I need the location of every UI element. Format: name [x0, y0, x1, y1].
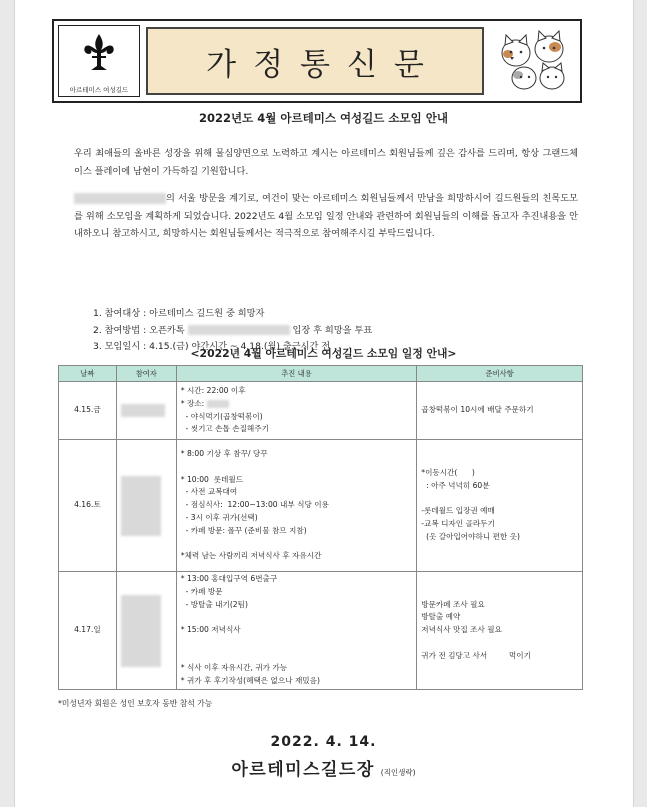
content-line [181, 637, 413, 650]
row-participants [116, 440, 176, 572]
content-line [181, 537, 413, 550]
seal-omitted: (직인생략) [380, 768, 416, 777]
table-row [59, 572, 583, 690]
page-title: 가정통신문 [146, 27, 484, 95]
content-line: * 식사 이후 자유시간, 귀가 가능 [180, 663, 288, 673]
prep-line: : 아주 넉넉히 60분 [421, 481, 490, 491]
prep-line [421, 493, 578, 506]
content-line: - 3시 이후 귀가(선택) [180, 512, 258, 522]
cartoon-cats-illustration [494, 25, 574, 95]
row-content [176, 382, 417, 440]
prep-line: *이동시간( ) [421, 468, 475, 478]
list-item-text: 입장 후 희망을 투표 [292, 324, 373, 336]
row-date: 4.16.토 [59, 440, 117, 572]
content-line: * 장소: [181, 398, 413, 411]
list-item: 1. 참여대상 : 아르테미스 길드원 중 희망자 [93, 308, 265, 319]
row-content [176, 440, 417, 572]
content-line [181, 461, 413, 474]
prep-line: 곱창떡볶이 10시에 배달 주문하기 [421, 405, 534, 415]
column-header-date: 날짜 [59, 366, 117, 382]
content-line: * 귀가 후 후기작성(혜택은 없으나 재밌음) [180, 675, 320, 685]
content-line: * 10:00 롯데월드 [180, 474, 244, 484]
redacted-participants [121, 595, 161, 667]
content-line: - 방탈출 내기(2팀) [180, 599, 248, 609]
content-line: - 카페 방문: 폴꾸 (준비물 참므 지참) [180, 525, 307, 535]
redacted-place [207, 400, 229, 408]
prep-line: 저녁식사 맛집 조사 필요 [421, 625, 502, 635]
redacted-participants [121, 404, 165, 417]
content-line: * 13:00 홍대입구역 6번출구 [180, 574, 278, 584]
guild-logo [58, 25, 140, 97]
row-participants [116, 382, 176, 440]
prep-line: 귀가 전 김당고 사서 먹이기 [421, 650, 531, 660]
row-date: 4.15.금 [59, 382, 117, 440]
footnote: *미성년자 회원은 성인 보호자 동반 참석 가능 [58, 699, 213, 708]
row-prep [417, 572, 583, 690]
content-line [181, 611, 413, 624]
column-header-content: 추진 내용 [176, 366, 417, 382]
schedule-table [58, 365, 583, 690]
row-content [176, 572, 417, 690]
content-line: - 사전 교복대여 [180, 487, 238, 497]
prep-line [421, 637, 578, 650]
signer-name: 아르테미스길드장 [231, 760, 375, 780]
content-line: * 15:00 저녁식사 [180, 625, 241, 635]
content-line: - 씻기고 손톱 손질해주기 [180, 424, 269, 434]
column-header-prep: 준비사항 [417, 366, 583, 382]
content-line: * 8:00 기상 후 참꾸/ 당꾸 [180, 449, 268, 459]
row-prep [417, 382, 583, 440]
fleur-de-lis-icon [81, 32, 117, 72]
row-date: 4.17.일 [59, 572, 117, 690]
table-row [59, 382, 583, 440]
row-participants [116, 572, 176, 690]
table-row [59, 440, 583, 572]
redacted-name [74, 193, 166, 204]
letter-header [52, 19, 582, 103]
row-prep [417, 440, 583, 572]
list-item-text: 2. 참여방법 : 오픈카톡 [93, 324, 185, 336]
logo-caption: 아르테미스 여성길드 [69, 86, 129, 94]
prep-line: 방문카페 조사 필요 [421, 599, 485, 609]
content-line: - 야식먹기(곱창떡볶이) [180, 411, 263, 421]
content-line: *체력 남는 사람끼리 저녁식사 후 자유시간 [180, 550, 322, 560]
list-item [93, 323, 372, 340]
list-item: 3. 모임일시 : 4.15.(금) 야간시간 ~ 4.18.(월) 출근시간 전 [93, 341, 331, 352]
content-line: - 카페 방문 [180, 587, 223, 597]
issue-date: 2022. 4. 14. [270, 734, 377, 750]
prep-line: (옷 갈아입어야하니 편한 옷) [421, 531, 520, 541]
redacted-participants [121, 476, 161, 536]
prep-line: -교복 디자인 골라두기 [421, 519, 495, 529]
greeting-text: 우리 최애들의 올바른 성장을 위해 물심양면으로 노력하고 계시는 아르테미스 회원님들께 깊은 감사를 드리며, 항상 그랜드체이스 플레이에 남현이 가득하길 기원합니다. [74, 148, 578, 177]
greeting-paragraph [74, 145, 578, 180]
table-header-row [59, 366, 583, 382]
content-line: - 점심식사: 12:00~13:00 내부 식당 이용 [180, 500, 329, 510]
notice-subtitle: 2022년도 4월 아르테미스 여성길드 소모임 안내 [199, 111, 448, 125]
content-line [181, 650, 413, 663]
redacted-link [188, 325, 290, 335]
prep-line: -롯데월드 입장권 예매 [421, 506, 495, 516]
schedule-title: <2022년 4월 아르테미스 여성길드 소모임 일정 안내> [190, 347, 457, 360]
column-header-participants: 참여자 [116, 366, 176, 382]
content-line: * 시간: 22:00 이후 [180, 386, 246, 396]
purpose-paragraph [74, 190, 578, 243]
purpose-text: 의 서울 방문을 계기로, 여건이 맞는 아르테미스 회원님들께서 만남을 희망하시어 길드원들의 친목도모를 위해 소모임을 계획하게 되었습니다. 2022년도 4월 소모임 일정 안내와 관련하여 회원님들의 이해를 돕고자 추진내용을 안내하오니 참고하시고, 희망하시는 회원님들께서는 적극적으로 참여해주시길 부탁드립니다. [74, 193, 578, 239]
signature-line [0, 755, 647, 780]
prep-line: 방탈출 예약 [421, 612, 461, 622]
